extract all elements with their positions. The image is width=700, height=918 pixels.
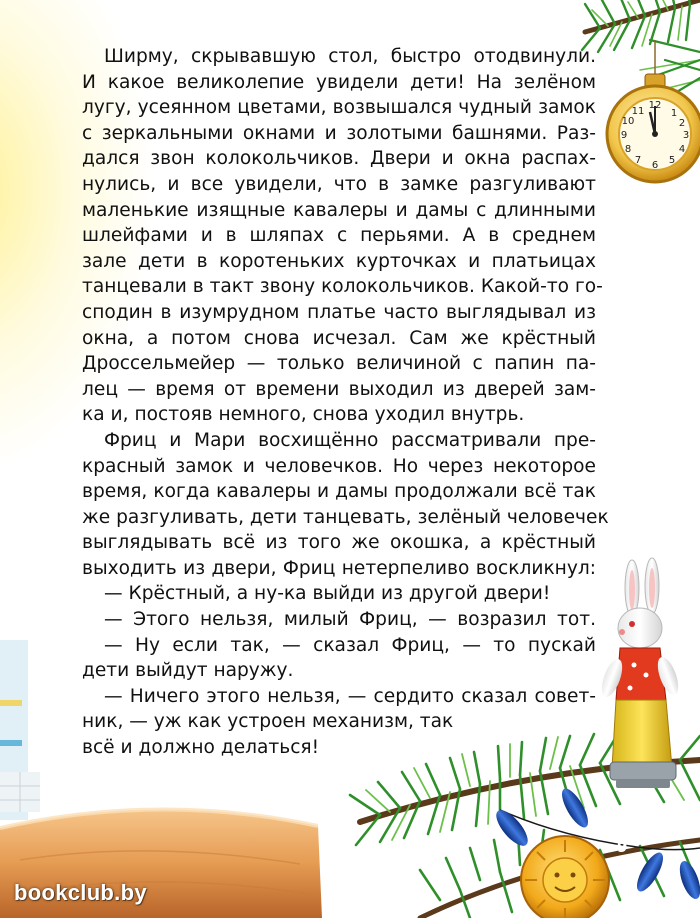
sun-ornament [521, 836, 609, 918]
text-line: лец — время от времени выходил из дверей зам- [82, 378, 596, 400]
dialogue-line-4 [56, 684, 596, 761]
text-line: с зеркальными окнами и золотыми башнями. Раз- [82, 122, 596, 144]
text-line: дети выйдут наружу. [82, 660, 294, 682]
text-line: танцевали в такт звону колокольчиков. Какой-то го- [82, 276, 603, 298]
text-line: ник, — уж как устроен механизм, так [82, 711, 454, 733]
svg-text:10: 10 [621, 116, 635, 127]
text-line: время, когда кавалеры и дамы продолжали всё так [82, 481, 596, 503]
paragraph-1 [56, 44, 603, 428]
svg-text:11: 11 [631, 106, 645, 117]
page-number: 9 [617, 838, 628, 856]
text-line: зале дети в коротеньких курточках и платьицах [82, 250, 596, 272]
text-line: дался звон колокольчиков. Двери и окна распах- [82, 148, 596, 170]
svg-text:1: 1 [670, 108, 678, 119]
clock-ornament [607, 40, 700, 182]
text-line: И какое великолепие увидели дети! На зелёном [82, 71, 596, 93]
svg-text:9: 9 [620, 130, 628, 141]
text-line: выглядывать всё из того же окошка, а крёстный [82, 532, 596, 554]
text-line: красный замок и человечков. Но через некоторое [82, 455, 596, 477]
text-line: выходить из двери, Фриц нетерпеливо воскликнул: [82, 557, 596, 579]
svg-text:7: 7 [634, 155, 642, 166]
text-line: — Ничего этого нельзя, — сердито сказал совет- [104, 685, 596, 707]
rabbit-ornament [598, 558, 683, 788]
text-line: — Ну если так, — сказал Фриц, — то пускай [104, 634, 596, 656]
left-wall-decor [0, 640, 40, 820]
watermark: bookclub.by [14, 880, 147, 905]
text-line: всё и должно делаться! [82, 737, 320, 759]
text-line: Дроссельмейер — только величиной с папин па- [82, 353, 596, 375]
svg-text:12: 12 [648, 100, 662, 111]
dialogue-line-3 [56, 633, 596, 684]
dialogue-line-1 [56, 581, 596, 607]
dialogue-line-2 [56, 607, 596, 633]
text-line: нулись, и все увидели, что в замке разгуливают [82, 173, 596, 195]
svg-text:5: 5 [668, 155, 676, 166]
text-line: шлейфами и в шляпах с перьями. А в среднем [82, 225, 596, 247]
story-text [56, 44, 609, 761]
svg-text:3: 3 [682, 130, 690, 141]
text-line: же разгуливать, дети танцевать, зелёный человечек [82, 506, 609, 528]
text-line: лугу, усеянном цветами, возвышался чудный замок [82, 97, 596, 119]
svg-text:2: 2 [678, 118, 686, 129]
text-line: окна, а потом снова исчезал. Сам же крёстный [82, 327, 596, 349]
paragraph-2 [56, 428, 609, 582]
text-line: — Крёстный, а ну-ка выйди из другой двери! [104, 583, 551, 605]
svg-text:6: 6 [651, 160, 659, 171]
text-line: — Этого нельзя, милый Фриц, — возразил тот. [104, 609, 596, 631]
text-line: сподин в изумрудном платье часто выглядывал из [82, 301, 596, 323]
fir-branch-top-right [582, 0, 700, 96]
text-line: ка и, постояв немного, снова уходил внутрь. [82, 404, 525, 426]
svg-text:4: 4 [678, 144, 686, 155]
svg-text:8: 8 [624, 144, 632, 155]
text-line: маленькие изящные кавалеры и дамы с длинными [82, 199, 596, 221]
text-line: Фриц и Мари восхищённо рассматривали пре- [104, 429, 596, 451]
text-line: Ширму, скрывавшую стол, быстро отодвинули. [104, 46, 596, 67]
